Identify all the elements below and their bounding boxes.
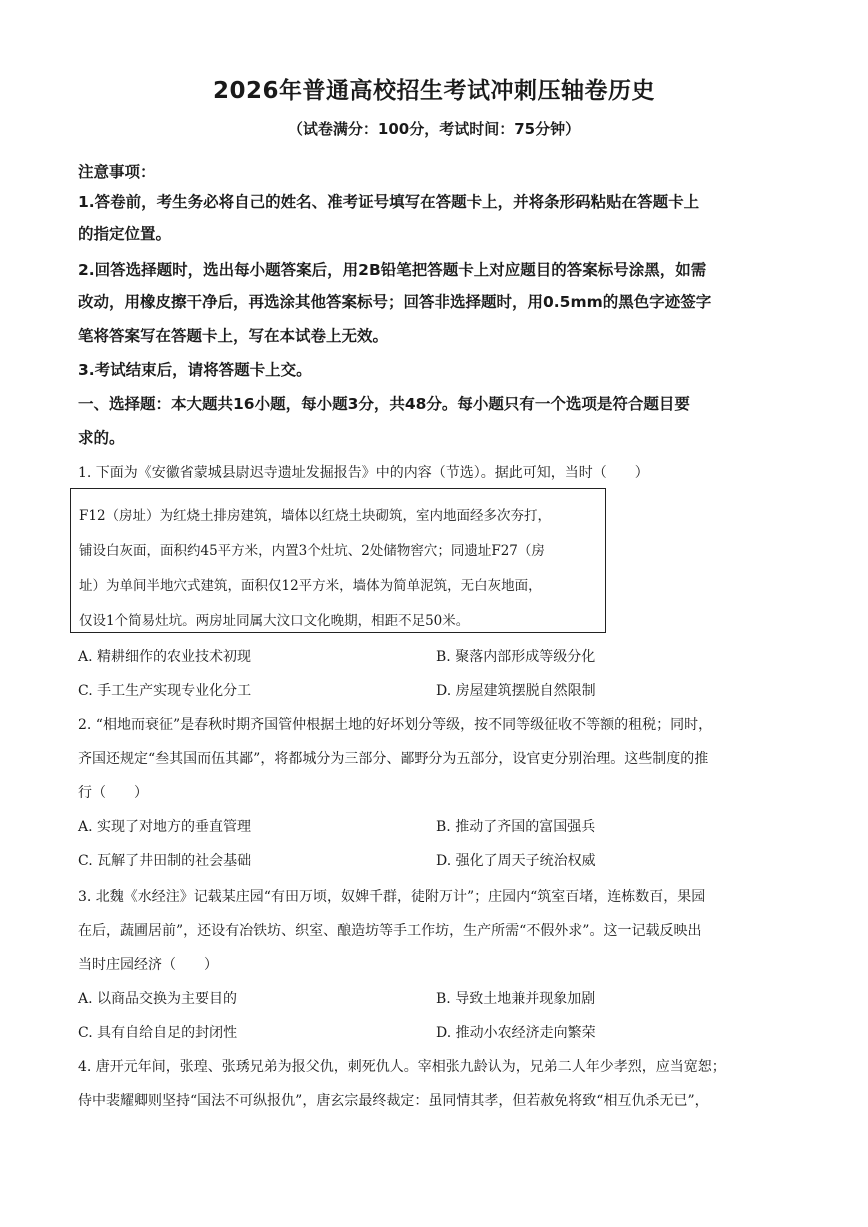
question-2-line-1: 2. “相地而衰征”是春秋时期齐国管仲根据土地的好坏划分等级，按不同等级征收不等额的租税；同时， [78, 717, 713, 733]
question-1-option-a: A. 精耕细作的农业技术初现 [78, 649, 252, 665]
source-line: 铺设白灰面，面积约45平方米，内置3个灶坑、2处储物窖穴；同遗址F27（房 [79, 543, 545, 559]
section-heading-line-2: 求的。 [78, 429, 125, 447]
question-3-option-b: B. 导致土地兼并现象加剧 [436, 991, 596, 1007]
note-2-line-3: 笔将答案写在答题卡上，写在本试卷上无效。 [78, 327, 389, 345]
note-2-line-2: 改动，用橡皮擦干净后，再选涂其他答案标号；回答非选择题时，用0.5mm的黑色字迹签字 [78, 293, 712, 311]
exam-info: （试卷满分：100分，考试时间：75分钟） [287, 120, 581, 138]
source-line: F12（房址）为红烧土排房建筑，墙体以红烧土块砌筑，室内地面经多次夯打， [79, 508, 552, 524]
note-3: 3.考试结束后，请将答题卡上交。 [78, 361, 312, 379]
question-1-option-d: D. 房屋建筑摆脱自然限制 [436, 683, 596, 699]
question-3-line-3: 当时庄园经济（ ） [78, 957, 218, 973]
note-1-line-2: 的指定位置。 [78, 225, 172, 243]
question-1-stem: 1. 下面为《安徽省蒙城县尉迟寺遗址发掘报告》中的内容（节选）。据此可知，当时（ ） [78, 465, 649, 481]
question-3-option-c: C. 具有自给自足的封闭性 [78, 1025, 238, 1041]
page-title: 2026年普通高校招生考试冲刺压轴卷历史 [212, 78, 655, 104]
question-3-line-1: 3. 北魏《水经注》记载某庄园“有田万顷，奴婢千群，徒附万计”；庄园内“筑室百堵，连栋数百，果园 [78, 889, 706, 905]
question-2-option-d: D. 强化了周天子统治权威 [436, 853, 596, 869]
question-3-line-2: 在后，蔬圃居前”，还设有冶铁坊、织室、酿造坊等手工作坊，生产所需“不假外求”。这一记载反映出 [78, 923, 702, 939]
question-4-line-1: 4. 唐开元年间，张瑝、张琇兄弟为报父仇，刺死仇人。宰相张九龄认为，兄弟二人年少孝烈，应当宽恕； [78, 1059, 726, 1075]
question-1-source-box [70, 488, 606, 633]
question-2-line-2: 齐国还规定“叁其国而伍其鄙”，将都城分为三部分、鄙野分为五部分，设官吏分别治理。这些制度的推 [78, 751, 709, 767]
question-1-option-c: C. 手工生产实现专业化分工 [78, 683, 252, 699]
note-2-line-1: 2.回答选择题时，选出每小题答案后，用2B铅笔把答题卡上对应题目的答案标号涂黑，如需 [78, 261, 707, 279]
question-2-option-a: A. 实现了对地方的垂直管理 [78, 819, 252, 835]
question-2-line-3: 行（ ） [78, 785, 148, 801]
question-3-option-a: A. 以商品交换为主要目的 [78, 991, 238, 1007]
notes-heading: 注意事项： [78, 163, 156, 181]
question-2-option-c: C. 瓦解了井田制的社会基础 [78, 853, 252, 869]
source-line: 仅设1个简易灶坑。两房址同属大汶口文化晚期，相距不足50米。 [79, 613, 470, 629]
note-1-line-1: 1.答卷前，考生务必将自己的姓名、准考证号填写在答题卡上，并将条形码粘贴在答题卡上 [78, 193, 700, 211]
question-4-line-2: 侍中裴耀卿则坚持“国法不可纵报仇”，唐玄宗最终裁定：虽同情其孝，但若赦免将致“相互仇杀无已”， [78, 1093, 709, 1109]
section-heading-line-1: 一、选择题：本大题共16小题，每小题3分，共48分。每小题只有一个选项是符合题目要 [78, 395, 690, 413]
question-3-option-d: D. 推动小农经济走向繁荣 [436, 1025, 596, 1041]
source-line: 址）为单间半地穴式建筑，面积仅12平方米，墙体为简单泥筑，无白灰地面， [79, 578, 542, 594]
question-1-option-b: B. 聚落内部形成等级分化 [436, 649, 596, 665]
question-2-option-b: B. 推动了齐国的富国强兵 [436, 819, 596, 835]
